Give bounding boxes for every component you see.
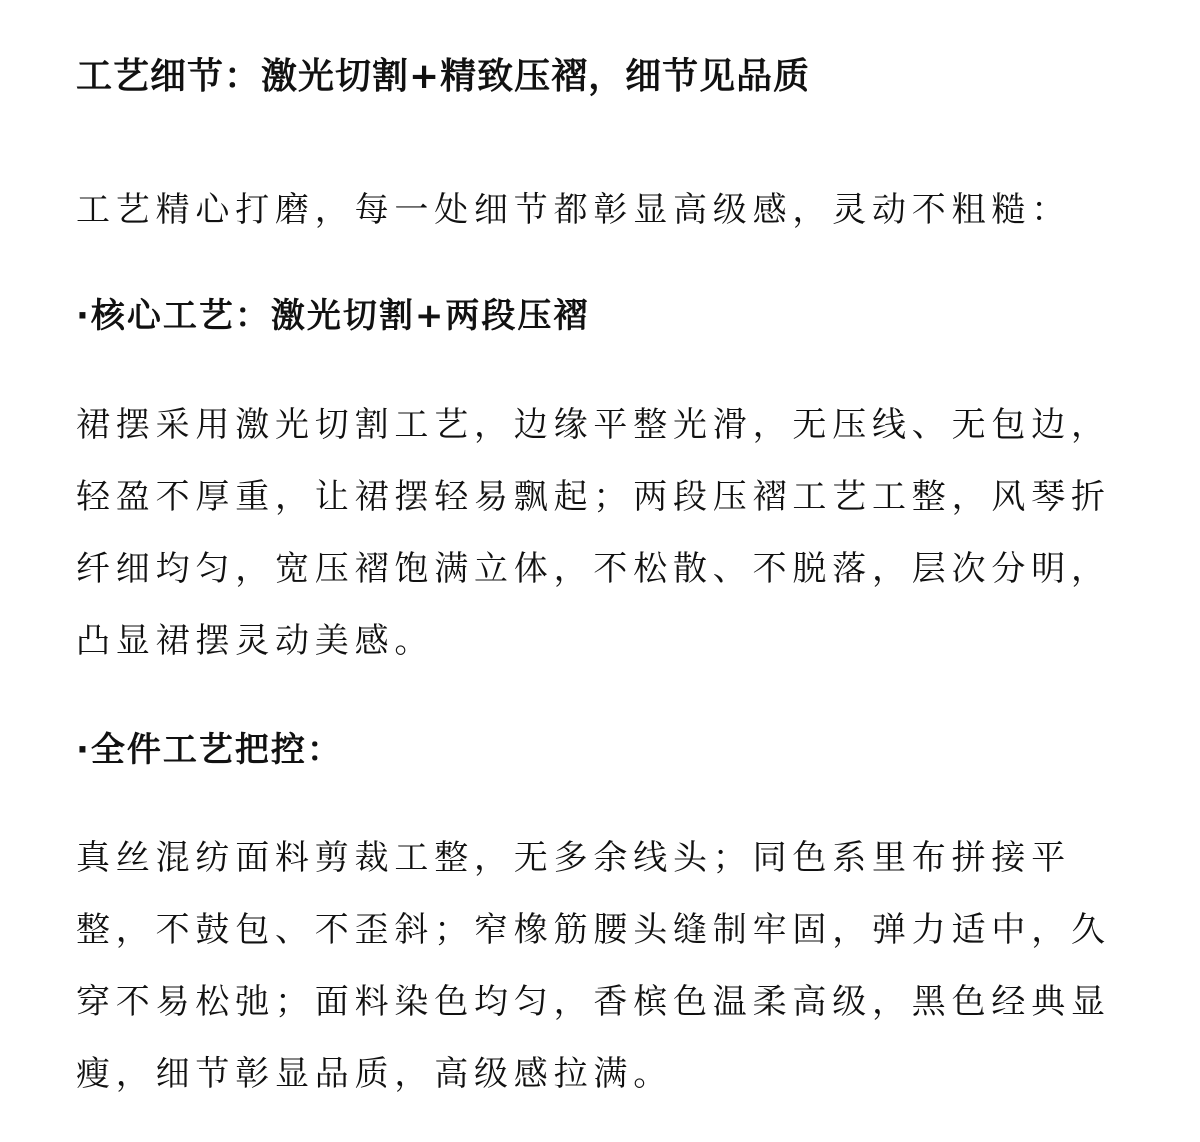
core-craft-line-1: 裙摆采用激光切割工艺，边缘平整光滑，无压线、无包边， xyxy=(76,405,1111,445)
full-craft-line-4: 瘦，细节彰显品质，高级感拉满。 xyxy=(76,1054,673,1094)
core-craft-line-2: 轻盈不厚重，让裙摆轻易飘起；两段压褶工艺工整，风琴折 xyxy=(76,477,1111,517)
core-craft-line-4: 凸显裙摆灵动美感。 xyxy=(76,621,435,661)
full-craft-line-2: 整，不鼓包、不歪斜；窄橡筋腰头缝制牢固，弹力适中，久 xyxy=(76,910,1111,950)
section-heading-core-craft: ·核心工艺：激光切割+两段压褶 xyxy=(76,296,590,336)
full-craft-line-1: 真丝混纺面料剪裁工整，无多余线头；同色系里布拼接平 xyxy=(76,838,1071,878)
page-title: 工艺细节：激光切割+精致压褶，细节见品质 xyxy=(76,56,811,97)
full-craft-line-3: 穿不易松弛；面料染色均匀，香槟色温柔高级，黑色经典显 xyxy=(76,982,1111,1022)
section-heading-full-craft: ·全件工艺把控： xyxy=(76,730,343,770)
core-craft-line-3: 纤细均匀，宽压褶饱满立体，不松散、不脱落，层次分明， xyxy=(76,549,1111,589)
intro-paragraph: 工艺精心打磨，每一处细节都彰显高级感，灵动不粗糙： xyxy=(76,190,1071,230)
